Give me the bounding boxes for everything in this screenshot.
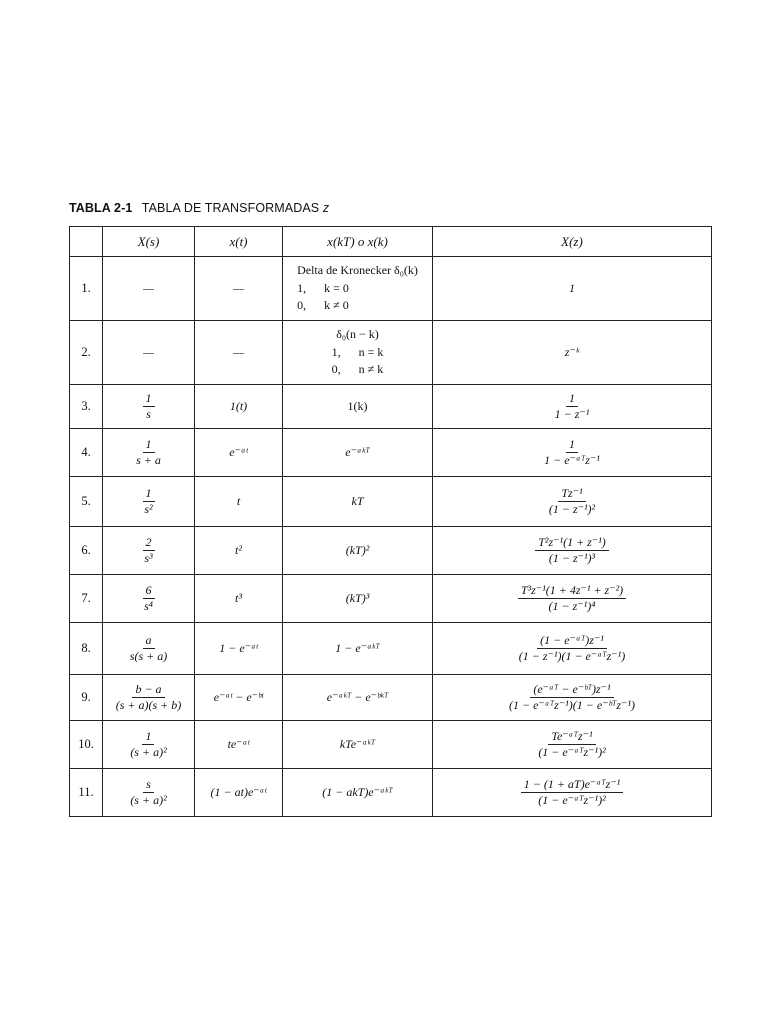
cell-text: 1 − e⁻ᵃᵏᵀ bbox=[335, 641, 380, 655]
cell-xk bbox=[283, 675, 433, 721]
cell-text: kT bbox=[351, 494, 364, 508]
cell-text: 1 − e⁻ᵃᵗ bbox=[219, 641, 258, 655]
numerator: b − a bbox=[132, 683, 164, 698]
z-transform-table bbox=[69, 226, 712, 817]
table-row bbox=[70, 623, 712, 675]
fraction bbox=[141, 536, 155, 565]
numerator: 1 bbox=[143, 392, 155, 407]
cell-xk bbox=[283, 385, 433, 429]
fraction bbox=[518, 584, 626, 613]
numerator: 6 bbox=[143, 584, 155, 599]
cell-xz bbox=[433, 675, 712, 721]
cell-xz bbox=[433, 385, 712, 429]
cell-text: (1 − at)e⁻ᵃᵗ bbox=[210, 785, 267, 799]
numerator: (e⁻ᵃᵀ − e⁻ᵇᵀ)z⁻¹ bbox=[530, 683, 613, 698]
table-row bbox=[70, 721, 712, 769]
numerator: 1 bbox=[566, 438, 578, 453]
cell-xk bbox=[283, 321, 433, 385]
fraction bbox=[516, 634, 628, 663]
row-number: 1. bbox=[70, 257, 103, 321]
cell-xz bbox=[433, 257, 712, 321]
header-cell-xk: x(kT) o x(k) bbox=[283, 227, 433, 257]
table-title-variable: z bbox=[322, 201, 330, 215]
denominator: (s + a)(s + b) bbox=[115, 698, 182, 712]
numerator: 1 − (1 + aT)e⁻ᵃᵀz⁻¹ bbox=[521, 778, 624, 793]
cell-xt bbox=[195, 321, 283, 385]
cell-xk bbox=[283, 623, 433, 675]
cell-xk bbox=[283, 721, 433, 769]
row-number: 8. bbox=[70, 623, 103, 675]
row-number: 7. bbox=[70, 575, 103, 623]
cell-xt bbox=[195, 575, 283, 623]
cell-text: e⁻ᵃᵗ bbox=[229, 445, 248, 459]
cell-xt bbox=[195, 527, 283, 575]
denominator: (s + a)² bbox=[130, 793, 167, 807]
cell-text: t³ bbox=[235, 591, 242, 605]
numerator: 2 bbox=[143, 536, 155, 551]
fraction bbox=[113, 683, 185, 712]
denominator: 1 − z⁻¹ bbox=[554, 407, 590, 421]
cell-text: 1 bbox=[569, 281, 575, 295]
cell-xt bbox=[195, 477, 283, 527]
cell-text: 1(k) bbox=[347, 399, 368, 413]
denominator: (1 − z⁻¹)³ bbox=[548, 551, 596, 565]
cell-xt bbox=[195, 675, 283, 721]
row-number: 2. bbox=[70, 321, 103, 385]
fraction bbox=[127, 778, 169, 807]
numerator: T²z⁻¹(1 + z⁻¹) bbox=[535, 536, 609, 551]
cell-text: e⁻ᵃᵏᵀ bbox=[345, 445, 370, 459]
cell-text: t² bbox=[235, 543, 242, 557]
table-title: TABLA DE TRANSFORMADAS bbox=[141, 201, 320, 215]
row-number: 4. bbox=[70, 429, 103, 477]
denominator: (1 − e⁻ᵃᵀz⁻¹)(1 − e⁻ᵇᵀz⁻¹) bbox=[509, 698, 635, 712]
header-cell-xs: X(s) bbox=[103, 227, 195, 257]
cell-xt bbox=[195, 721, 283, 769]
cell-text: — bbox=[143, 345, 154, 359]
cell-xz bbox=[433, 769, 712, 817]
denominator: (1 − e⁻ᵃᵀz⁻¹)² bbox=[538, 793, 606, 807]
cell-xz bbox=[433, 477, 712, 527]
table-row bbox=[70, 429, 712, 477]
header-cell-xt: x(t) bbox=[195, 227, 283, 257]
definition-line: 1, n = k bbox=[331, 344, 384, 359]
cell-xs bbox=[103, 575, 195, 623]
table-body bbox=[70, 257, 712, 817]
numerator: T³z⁻¹(1 + 4z⁻¹ + z⁻²) bbox=[518, 584, 626, 599]
numerator: 1 bbox=[142, 730, 154, 745]
denominator: s + a bbox=[136, 453, 161, 467]
cell-xt bbox=[195, 429, 283, 477]
fraction bbox=[127, 730, 169, 759]
cell-text: — bbox=[143, 281, 154, 295]
cell-text: (kT)² bbox=[345, 543, 370, 557]
fraction bbox=[546, 487, 598, 516]
table-row bbox=[70, 321, 712, 385]
cell-xk bbox=[283, 575, 433, 623]
definition-line: 0, k ≠ 0 bbox=[297, 298, 349, 313]
cell-xt bbox=[195, 623, 283, 675]
numerator: (1 − e⁻ᵃᵀ)z⁻¹ bbox=[537, 634, 607, 649]
definition-line: Delta de Kronecker δ₀(k) bbox=[297, 263, 418, 278]
numerator: Tz⁻¹ bbox=[558, 487, 585, 502]
cell-text: e⁻ᵃᵏᵀ − e⁻ᵇᵏᵀ bbox=[326, 690, 389, 704]
denominator: (s + a)² bbox=[130, 745, 167, 759]
cell-xt bbox=[195, 257, 283, 321]
numerator: 1 bbox=[143, 487, 155, 502]
cell-xt bbox=[195, 769, 283, 817]
cell-text: z⁻ᵏ bbox=[564, 345, 580, 359]
cell-xs bbox=[103, 769, 195, 817]
cell-xt bbox=[195, 385, 283, 429]
table-row bbox=[70, 769, 712, 817]
cell-text: (kT)³ bbox=[345, 591, 370, 605]
numerator: a bbox=[143, 634, 155, 649]
denominator: (1 − z⁻¹)² bbox=[548, 502, 596, 516]
cell-text: — bbox=[233, 281, 244, 295]
numerator: 1 bbox=[566, 392, 578, 407]
denominator: (1 − z⁻¹)(1 − e⁻ᵃᵀz⁻¹) bbox=[518, 649, 626, 663]
fraction bbox=[535, 730, 608, 759]
cell-xz bbox=[433, 321, 712, 385]
row-number: 11. bbox=[70, 769, 103, 817]
denominator: (1 − z⁻¹)⁴ bbox=[548, 599, 596, 613]
definition-line: 0, n ≠ k bbox=[331, 362, 384, 377]
header-cell-xz: X(z) bbox=[433, 227, 712, 257]
denominator: s² bbox=[144, 502, 153, 516]
table-row bbox=[70, 477, 712, 527]
cell-xs bbox=[103, 429, 195, 477]
cell-text: t bbox=[236, 494, 241, 508]
header-row bbox=[70, 227, 712, 257]
cell-text: 1(t) bbox=[229, 399, 248, 413]
table-row bbox=[70, 575, 712, 623]
header-cell-index bbox=[70, 227, 103, 257]
cell-xs bbox=[103, 527, 195, 575]
numerator: s bbox=[143, 778, 154, 793]
cell-xs bbox=[103, 385, 195, 429]
cell-text: te⁻ᵃᵗ bbox=[227, 737, 250, 751]
cell-xz bbox=[433, 575, 712, 623]
fraction bbox=[127, 634, 170, 663]
cell-xs bbox=[103, 721, 195, 769]
row-number: 9. bbox=[70, 675, 103, 721]
table-caption bbox=[69, 201, 329, 215]
fraction bbox=[141, 487, 155, 516]
definition-line: 1, k = 0 bbox=[297, 280, 349, 295]
fraction bbox=[141, 584, 156, 613]
cell-xk bbox=[283, 527, 433, 575]
row-number: 5. bbox=[70, 477, 103, 527]
cell-xk bbox=[283, 429, 433, 477]
cell-text: e⁻ᵃᵗ − e⁻ᵇᵗ bbox=[213, 690, 264, 704]
denominator: s bbox=[146, 407, 151, 421]
cell-xs bbox=[103, 321, 195, 385]
denominator: 1 − e⁻ᵃᵀz⁻¹ bbox=[544, 453, 600, 467]
row-number: 3. bbox=[70, 385, 103, 429]
numerator: Te⁻ᵃᵀz⁻¹ bbox=[548, 730, 595, 745]
cell-text: (1 − akT)e⁻ᵃᵏᵀ bbox=[322, 785, 393, 799]
cell-xk bbox=[283, 477, 433, 527]
row-number: 6. bbox=[70, 527, 103, 575]
denominator: s³ bbox=[144, 551, 153, 565]
definition-line: δ₀(n − k) bbox=[336, 327, 379, 342]
denominator: (1 − e⁻ᵃᵀz⁻¹)² bbox=[538, 745, 606, 759]
cell-text: kTe⁻ᵃᵏᵀ bbox=[339, 737, 376, 751]
cell-xk bbox=[283, 769, 433, 817]
table-row bbox=[70, 527, 712, 575]
cell-xs bbox=[103, 675, 195, 721]
definition-lines bbox=[297, 262, 418, 314]
numerator: 1 bbox=[143, 438, 155, 453]
fraction bbox=[521, 778, 624, 807]
fraction bbox=[535, 536, 609, 565]
cell-xz bbox=[433, 721, 712, 769]
table-row bbox=[70, 257, 712, 321]
fraction bbox=[506, 683, 638, 712]
cell-xz bbox=[433, 527, 712, 575]
denominator: s⁴ bbox=[144, 599, 153, 613]
denominator: s(s + a) bbox=[129, 649, 168, 663]
fraction bbox=[552, 392, 593, 421]
table-label: TABLA 2-1 bbox=[69, 201, 133, 215]
cell-xz bbox=[433, 623, 712, 675]
table-row bbox=[70, 675, 712, 721]
fraction bbox=[143, 392, 155, 421]
table-row bbox=[70, 385, 712, 429]
cell-xs bbox=[103, 257, 195, 321]
definition-lines bbox=[332, 326, 384, 378]
fraction bbox=[541, 438, 603, 467]
cell-xk bbox=[283, 257, 433, 321]
cell-text: — bbox=[233, 345, 244, 359]
row-number: 10. bbox=[70, 721, 103, 769]
fraction bbox=[133, 438, 164, 467]
cell-xs bbox=[103, 623, 195, 675]
cell-xz bbox=[433, 429, 712, 477]
cell-xs bbox=[103, 477, 195, 527]
